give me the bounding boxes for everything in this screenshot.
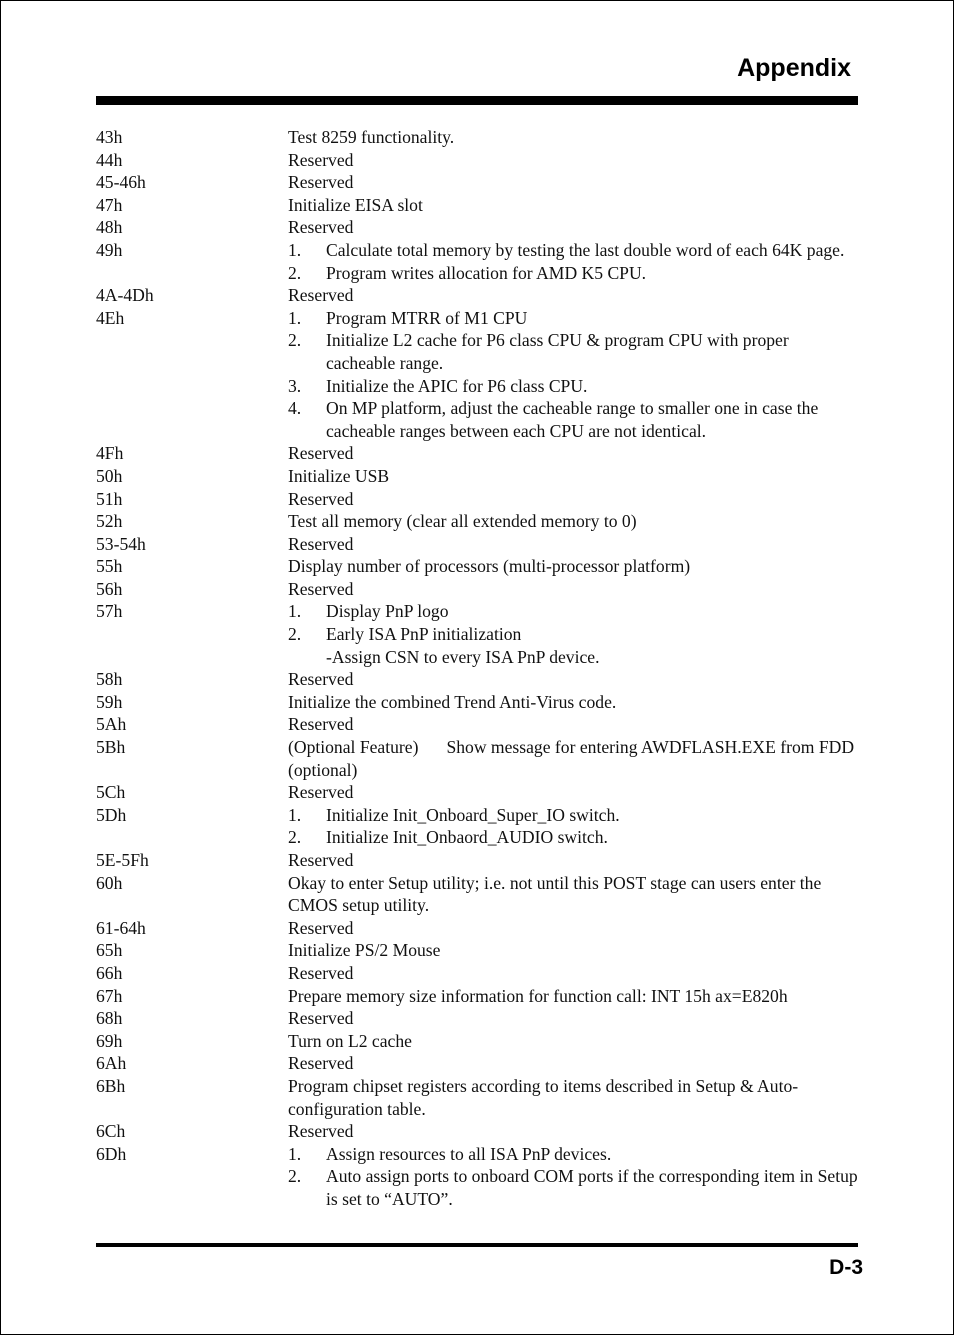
post-code-table <box>96 126 860 1211</box>
item-number: 2. <box>288 827 302 848</box>
page-title: Appendix <box>737 54 851 82</box>
page-number: D-3 <box>829 1256 863 1279</box>
list-item <box>288 397 860 442</box>
description-text: Reserved <box>288 172 354 193</box>
table-row <box>96 239 860 284</box>
item-number: 2. <box>288 262 302 283</box>
description-text: Initialize USB <box>288 465 390 486</box>
post-code: 51h <box>96 488 123 509</box>
item-text: On MP platform, adjust the cacheable range to smaller one in case the cacheable ranges between each CPU are not identical. <box>326 398 819 441</box>
table-row <box>96 307 860 443</box>
description-text: Reserved <box>288 1121 354 1142</box>
table-row <box>96 939 860 962</box>
item-number: 1. <box>288 239 302 260</box>
post-code: 65h <box>96 940 123 961</box>
table-row <box>96 600 860 668</box>
table-row <box>96 465 860 488</box>
post-description <box>288 555 860 578</box>
item-text: Display PnP logo <box>326 601 449 622</box>
description-text: Test 8259 functionality. <box>288 127 455 147</box>
post-code: 49h <box>96 239 123 260</box>
post-code: 6Ah <box>96 1053 127 1074</box>
description-text: Reserved <box>288 285 354 306</box>
post-description <box>288 849 860 872</box>
post-description <box>288 1120 860 1143</box>
table-row <box>96 849 860 872</box>
item-text: Assign resources to all ISA PnP devices. <box>326 1143 612 1164</box>
post-code: 50h <box>96 465 123 486</box>
table-row <box>96 804 860 849</box>
description-text: Reserved <box>288 443 354 464</box>
post-code: 67h <box>96 985 123 1006</box>
post-code: 4Eh <box>96 307 125 328</box>
post-description <box>288 781 860 804</box>
post-code: 60h <box>96 872 123 893</box>
item-text: Auto assign ports to onboard COM ports if the corresponding item in Setup is set to “AUTO”. <box>326 1166 858 1209</box>
post-code: 4Fh <box>96 443 124 464</box>
description-text: Initialize PS/2 Mouse <box>288 940 441 961</box>
item-number: 1. <box>288 307 302 328</box>
post-description <box>288 962 860 985</box>
post-code: 52h <box>96 511 123 532</box>
description-text: Reserved <box>288 850 354 870</box>
post-code: 47h <box>96 194 123 215</box>
description-text: Initialize EISA slot <box>288 194 423 215</box>
description-text: Turn on L2 cache <box>288 1030 412 1051</box>
post-code: 5E-5Fh <box>96 850 149 870</box>
list-item <box>288 623 860 646</box>
list-item <box>288 307 860 330</box>
post-description <box>288 691 860 714</box>
post-description <box>288 1030 860 1053</box>
post-description <box>288 307 860 443</box>
post-code: 45-46h <box>96 172 146 193</box>
list-item <box>288 1165 860 1210</box>
table-row <box>96 149 860 172</box>
description-text: Reserved <box>288 1008 354 1029</box>
description-text: Reserved <box>288 669 354 690</box>
post-code: 68h <box>96 1008 123 1029</box>
list-item <box>288 804 860 827</box>
post-description <box>288 1143 860 1211</box>
item-text: Initialize L2 cache for P6 class CPU & program CPU with proper cacheable range. <box>326 330 789 373</box>
description-text: Reserved <box>288 578 354 599</box>
post-code: 69h <box>96 1030 123 1051</box>
post-code: 66h <box>96 962 123 983</box>
description-text: Initialize the combined Trend Anti-Virus code. <box>288 691 617 712</box>
description-text: Reserved <box>288 217 354 238</box>
item-text: Initialize the APIC for P6 class CPU. <box>326 375 588 396</box>
table-row <box>96 555 860 578</box>
post-code: 53-54h <box>96 533 146 554</box>
post-description <box>288 872 860 917</box>
description-text: Reserved <box>288 1053 354 1074</box>
post-code: 61-64h <box>96 917 146 938</box>
table-row <box>96 126 860 149</box>
post-description <box>288 917 860 940</box>
table-row <box>96 171 860 194</box>
item-text: Early ISA PnP initialization <box>326 624 522 645</box>
item-number: 2. <box>288 624 302 645</box>
list-item <box>288 239 860 262</box>
table-row <box>96 962 860 985</box>
table-row <box>96 781 860 804</box>
list-item <box>288 375 860 398</box>
post-code: 6Ch <box>96 1121 126 1142</box>
description-text: Reserved <box>288 149 354 170</box>
table-row <box>96 216 860 239</box>
post-code: 56h <box>96 578 123 599</box>
post-description <box>288 465 860 488</box>
post-code: 5Ch <box>96 782 126 803</box>
post-code: 58h <box>96 669 123 690</box>
description-text: Reserved <box>288 488 354 509</box>
post-description <box>288 1075 860 1120</box>
description-text: Display number of processors (multi-processor platform) <box>288 556 691 577</box>
description-text: Reserved <box>288 714 354 735</box>
post-description <box>288 736 860 781</box>
post-description <box>288 578 860 601</box>
table-row <box>96 533 860 556</box>
post-code: 6Bh <box>96 1075 126 1096</box>
description-text: Reserved <box>288 917 354 938</box>
post-description <box>288 533 860 556</box>
post-description <box>288 1007 860 1030</box>
list-item <box>288 329 860 374</box>
post-description <box>288 939 860 962</box>
table-row <box>96 1052 860 1075</box>
item-text: Program MTRR of M1 CPU <box>326 307 528 328</box>
post-code: 6Dh <box>96 1143 127 1164</box>
item-text: Initialize Init_Onboard_Super_IO switch. <box>326 804 620 825</box>
item-number: 1. <box>288 1143 302 1164</box>
table-row <box>96 1030 860 1053</box>
post-description <box>288 804 860 849</box>
table-row <box>96 284 860 307</box>
post-code: 5Ah <box>96 714 127 735</box>
post-description <box>288 488 860 511</box>
list-item <box>288 1143 860 1166</box>
post-description <box>288 126 860 149</box>
post-code: 43h <box>96 127 123 147</box>
table-row <box>96 1075 860 1120</box>
item-text: Calculate total memory by testing the last double word of each 64K page. <box>326 239 845 260</box>
post-code: 59h <box>96 691 123 712</box>
description-text: Reserved <box>288 533 354 554</box>
table-row <box>96 194 860 217</box>
post-description <box>288 713 860 736</box>
post-description <box>288 510 860 533</box>
description-text: Program chipset registers according to items described in Setup & Auto-configuration table. <box>288 1075 799 1119</box>
table-row <box>96 917 860 940</box>
description-text: Test all memory (clear all extended memory to 0) <box>288 511 637 532</box>
description-text: Okay to enter Setup utility; i.e. not until this POST stage can users enter the CMOS setup utility. <box>288 872 822 916</box>
item-number: 2. <box>288 1166 302 1187</box>
post-code: 4A-4Dh <box>96 285 154 306</box>
item-number: 2. <box>288 330 302 351</box>
description-text: Prepare memory size information for function call: INT 15h ax=E820h <box>288 985 788 1006</box>
table-row <box>96 488 860 511</box>
post-code: 57h <box>96 601 123 622</box>
post-description <box>288 442 860 465</box>
table-row <box>96 872 860 917</box>
item-text: Program writes allocation for AMD K5 CPU. <box>326 262 647 283</box>
table-row <box>96 713 860 736</box>
post-description <box>288 149 860 172</box>
table-row <box>96 985 860 1008</box>
feature-text: Show message for entering AWDFLASH.EXE from FDD (optional) <box>288 737 855 780</box>
post-description <box>288 284 860 307</box>
table-row <box>96 1143 860 1211</box>
post-description <box>288 216 860 239</box>
table-row <box>96 668 860 691</box>
footer-rule <box>96 1243 858 1247</box>
post-description <box>288 668 860 691</box>
item-text: Initialize Init_Onbaord_AUDIO switch. <box>326 827 608 848</box>
table-row <box>96 1120 860 1143</box>
sub-note: -Assign CSN to every ISA PnP device. <box>326 646 600 667</box>
item-number: 1. <box>288 601 302 622</box>
table-row <box>96 691 860 714</box>
post-description <box>288 171 860 194</box>
table-row <box>96 736 860 781</box>
list-item <box>288 262 860 285</box>
post-code: 48h <box>96 217 123 238</box>
post-description <box>288 194 860 217</box>
table-row <box>96 510 860 533</box>
list-item <box>288 600 860 623</box>
table-row <box>96 442 860 465</box>
table-row <box>96 578 860 601</box>
list-item <box>288 826 860 849</box>
post-code: 5Dh <box>96 804 127 825</box>
item-number: 3. <box>288 375 302 396</box>
post-code: 44h <box>96 149 123 170</box>
description-text: Reserved <box>288 962 354 983</box>
post-code: 55h <box>96 556 123 577</box>
post-description <box>288 1052 860 1075</box>
post-description <box>288 239 860 284</box>
header-rule <box>96 96 858 105</box>
item-number: 1. <box>288 804 302 825</box>
post-description <box>288 985 860 1008</box>
item-number: 4. <box>288 398 302 419</box>
table-row <box>96 1007 860 1030</box>
feature-label: (Optional Feature) <box>288 737 419 758</box>
description-text: Reserved <box>288 782 354 803</box>
post-description <box>288 600 860 668</box>
post-code: 5Bh <box>96 737 126 758</box>
